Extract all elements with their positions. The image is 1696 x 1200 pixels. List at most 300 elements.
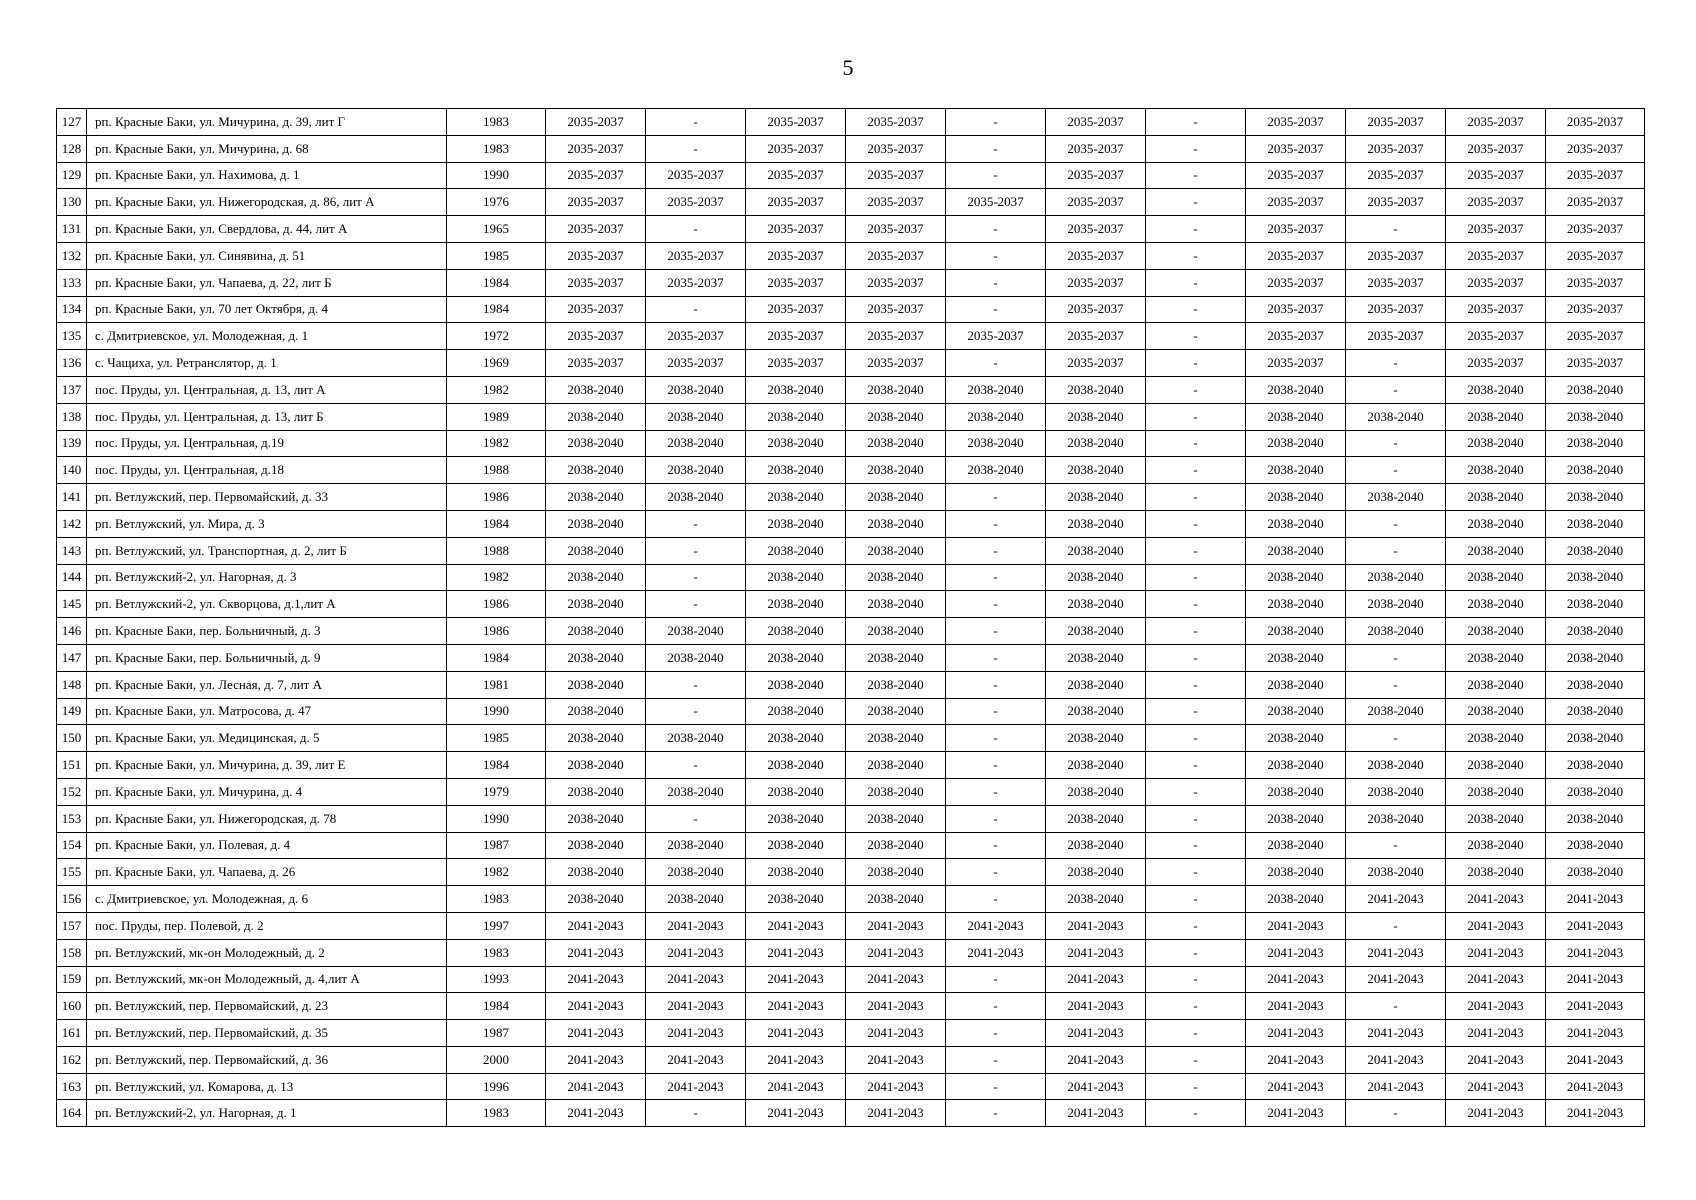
cell-col-10: - [1146, 618, 1246, 645]
cell-col-14: 2038-2040 [1546, 376, 1645, 403]
cell-col-8: - [946, 644, 1046, 671]
cell-col-6: 2038-2040 [746, 859, 846, 886]
cell-col-7: 2035-2037 [846, 242, 946, 269]
cell-col-9: 2038-2040 [1046, 886, 1146, 913]
cell-col-13: 2038-2040 [1446, 403, 1546, 430]
cell-col-6: 2038-2040 [746, 376, 846, 403]
table-row [57, 618, 1645, 645]
cell-col-4: 2041-2043 [546, 939, 646, 966]
cell-col-12: 2035-2037 [1346, 323, 1446, 350]
cell-col-8: - [946, 725, 1046, 752]
cell-col-11: 2038-2040 [1246, 430, 1346, 457]
cell-col-12: 2035-2037 [1346, 296, 1446, 323]
cell-col-10: - [1146, 510, 1246, 537]
cell-col-8: - [946, 269, 1046, 296]
cell-col-12: - [1346, 912, 1446, 939]
cell-build-year: 1984 [447, 644, 546, 671]
cell-col-5: - [646, 591, 746, 618]
cell-col-6: 2041-2043 [746, 1046, 846, 1073]
cell-address: рп. Ветлужский, ул. Мира, д. 3 [87, 510, 447, 537]
cell-col-9: 2038-2040 [1046, 644, 1146, 671]
cell-build-year: 1983 [447, 1100, 546, 1127]
table-row [57, 564, 1645, 591]
cell-col-14: 2038-2040 [1546, 698, 1645, 725]
cell-col-5: - [646, 805, 746, 832]
cell-col-7: 2035-2037 [846, 162, 946, 189]
cell-col-5: 2041-2043 [646, 1020, 746, 1047]
cell-address: рп. Ветлужский-2, ул. Нагорная, д. 1 [87, 1100, 447, 1127]
cell-col-6: 2038-2040 [746, 644, 846, 671]
cell-col-4: 2035-2037 [546, 109, 646, 136]
cell-col-10: - [1146, 886, 1246, 913]
cell-col-7: 2035-2037 [846, 189, 946, 216]
cell-col-14: 2038-2040 [1546, 537, 1645, 564]
cell-col-5: 2038-2040 [646, 403, 746, 430]
table-row [57, 671, 1645, 698]
cell-col-10: - [1146, 376, 1246, 403]
cell-row-number: 148 [57, 671, 87, 698]
cell-col-9: 2035-2037 [1046, 162, 1146, 189]
cell-col-9: 2038-2040 [1046, 671, 1146, 698]
cell-col-10: - [1146, 296, 1246, 323]
cell-col-13: 2038-2040 [1446, 752, 1546, 779]
cell-col-6: 2041-2043 [746, 966, 846, 993]
cell-col-7: 2038-2040 [846, 832, 946, 859]
table-row [57, 135, 1645, 162]
cell-col-9: 2035-2037 [1046, 269, 1146, 296]
cell-row-number: 153 [57, 805, 87, 832]
cell-col-11: 2038-2040 [1246, 778, 1346, 805]
cell-row-number: 136 [57, 350, 87, 377]
cell-col-13: 2038-2040 [1446, 618, 1546, 645]
cell-col-9: 2035-2037 [1046, 242, 1146, 269]
cell-col-7: 2035-2037 [846, 269, 946, 296]
cell-col-9: 2038-2040 [1046, 805, 1146, 832]
cell-col-5: 2041-2043 [646, 1046, 746, 1073]
cell-col-13: 2035-2037 [1446, 269, 1546, 296]
table-row [57, 1046, 1645, 1073]
cell-col-8: - [946, 1046, 1046, 1073]
cell-col-11: 2038-2040 [1246, 886, 1346, 913]
cell-address: с. Чащиха, ул. Ретранслятор, д. 1 [87, 350, 447, 377]
cell-col-7: 2041-2043 [846, 912, 946, 939]
cell-col-9: 2038-2040 [1046, 510, 1146, 537]
cell-col-12: 2038-2040 [1346, 591, 1446, 618]
cell-col-8: - [946, 109, 1046, 136]
cell-col-13: 2038-2040 [1446, 591, 1546, 618]
cell-col-11: 2035-2037 [1246, 162, 1346, 189]
cell-col-10: - [1146, 457, 1246, 484]
cell-col-14: 2038-2040 [1546, 591, 1645, 618]
cell-col-7: 2041-2043 [846, 1020, 946, 1047]
cell-col-11: 2041-2043 [1246, 966, 1346, 993]
cell-build-year: 1969 [447, 350, 546, 377]
cell-address: рп. Ветлужский, пер. Первомайский, д. 36 [87, 1046, 447, 1073]
cell-col-13: 2035-2037 [1446, 189, 1546, 216]
cell-col-11: 2038-2040 [1246, 403, 1346, 430]
cell-col-6: 2038-2040 [746, 403, 846, 430]
cell-row-number: 162 [57, 1046, 87, 1073]
cell-row-number: 160 [57, 993, 87, 1020]
cell-col-8: 2041-2043 [946, 912, 1046, 939]
cell-col-11: 2041-2043 [1246, 1073, 1346, 1100]
cell-col-4: 2038-2040 [546, 376, 646, 403]
cell-col-14: 2041-2043 [1546, 1020, 1645, 1047]
cell-build-year: 1982 [447, 859, 546, 886]
cell-address: рп. Красные Баки, ул. Чапаева, д. 26 [87, 859, 447, 886]
cell-col-14: 2038-2040 [1546, 484, 1645, 511]
cell-build-year: 2000 [447, 1046, 546, 1073]
cell-col-9: 2041-2043 [1046, 993, 1146, 1020]
cell-col-13: 2041-2043 [1446, 912, 1546, 939]
cell-build-year: 1986 [447, 591, 546, 618]
cell-col-4: 2041-2043 [546, 966, 646, 993]
cell-col-14: 2035-2037 [1546, 323, 1645, 350]
cell-col-10: - [1146, 591, 1246, 618]
cell-col-14: 2038-2040 [1546, 725, 1645, 752]
cell-build-year: 1972 [447, 323, 546, 350]
cell-address: рп. Красные Баки, ул. Нахимова, д. 1 [87, 162, 447, 189]
cell-address: рп. Красные Баки, ул. Матросова, д. 47 [87, 698, 447, 725]
cell-address: рп. Красные Баки, ул. Чапаева, д. 22, лит Б [87, 269, 447, 296]
cell-col-12: 2038-2040 [1346, 859, 1446, 886]
cell-col-12: - [1346, 1100, 1446, 1127]
cell-build-year: 1986 [447, 484, 546, 511]
cell-col-7: 2038-2040 [846, 403, 946, 430]
cell-col-10: - [1146, 269, 1246, 296]
cell-col-13: 2038-2040 [1446, 778, 1546, 805]
cell-col-7: 2038-2040 [846, 886, 946, 913]
cell-col-10: - [1146, 403, 1246, 430]
cell-col-7: 2035-2037 [846, 135, 946, 162]
cell-build-year: 1989 [447, 403, 546, 430]
cell-col-12: - [1346, 832, 1446, 859]
cell-col-9: 2038-2040 [1046, 752, 1146, 779]
cell-col-11: 2038-2040 [1246, 644, 1346, 671]
cell-col-14: 2038-2040 [1546, 671, 1645, 698]
cell-address: рп. Красные Баки, ул. Мичурина, д. 68 [87, 135, 447, 162]
cell-col-8: - [946, 162, 1046, 189]
cell-row-number: 143 [57, 537, 87, 564]
cell-col-14: 2035-2037 [1546, 296, 1645, 323]
cell-col-12: - [1346, 671, 1446, 698]
cell-col-13: 2041-2043 [1446, 966, 1546, 993]
cell-col-12: 2041-2043 [1346, 1073, 1446, 1100]
cell-col-7: 2041-2043 [846, 993, 946, 1020]
cell-build-year: 1990 [447, 805, 546, 832]
cell-col-7: 2041-2043 [846, 939, 946, 966]
cell-col-4: 2038-2040 [546, 457, 646, 484]
cell-col-12: 2038-2040 [1346, 752, 1446, 779]
table-row [57, 805, 1645, 832]
cell-col-13: 2035-2037 [1446, 323, 1546, 350]
cell-col-5: - [646, 1100, 746, 1127]
cell-col-4: 2038-2040 [546, 752, 646, 779]
cell-build-year: 1979 [447, 778, 546, 805]
cell-col-7: 2038-2040 [846, 778, 946, 805]
page-number: 5 [842, 55, 854, 80]
cell-col-7: 2035-2037 [846, 216, 946, 243]
cell-col-9: 2041-2043 [1046, 1046, 1146, 1073]
cell-col-10: - [1146, 752, 1246, 779]
cell-col-6: 2038-2040 [746, 591, 846, 618]
cell-col-6: 2038-2040 [746, 752, 846, 779]
cell-col-4: 2035-2037 [546, 269, 646, 296]
cell-col-10: - [1146, 832, 1246, 859]
cell-col-5: - [646, 135, 746, 162]
cell-col-4: 2035-2037 [546, 135, 646, 162]
cell-col-12: 2038-2040 [1346, 618, 1446, 645]
cell-col-13: 2035-2037 [1446, 135, 1546, 162]
cell-address: рп. Красные Баки, ул. Мичурина, д. 39, лит Е [87, 752, 447, 779]
cell-col-11: 2038-2040 [1246, 832, 1346, 859]
cell-col-9: 2041-2043 [1046, 939, 1146, 966]
cell-col-8: - [946, 618, 1046, 645]
cell-col-7: 2038-2040 [846, 752, 946, 779]
cell-col-9: 2041-2043 [1046, 912, 1146, 939]
cell-col-7: 2038-2040 [846, 564, 946, 591]
cell-col-7: 2035-2037 [846, 109, 946, 136]
cell-col-14: 2038-2040 [1546, 644, 1645, 671]
cell-build-year: 1986 [447, 618, 546, 645]
table-row [57, 1073, 1645, 1100]
cell-address: рп. Красные Баки, пер. Больничный, д. 3 [87, 618, 447, 645]
cell-build-year: 1987 [447, 1020, 546, 1047]
cell-col-14: 2041-2043 [1546, 966, 1645, 993]
cell-col-13: 2038-2040 [1446, 671, 1546, 698]
cell-col-8: - [946, 966, 1046, 993]
cell-col-6: 2038-2040 [746, 618, 846, 645]
cell-build-year: 1984 [447, 510, 546, 537]
cell-col-6: 2035-2037 [746, 269, 846, 296]
cell-col-12: 2041-2043 [1346, 939, 1446, 966]
cell-col-13: 2038-2040 [1446, 484, 1546, 511]
cell-row-number: 139 [57, 430, 87, 457]
cell-col-10: - [1146, 1073, 1246, 1100]
cell-row-number: 164 [57, 1100, 87, 1127]
cell-col-4: 2038-2040 [546, 618, 646, 645]
cell-row-number: 163 [57, 1073, 87, 1100]
cell-address: рп. Ветлужский, мк-он Молодежный, д. 4,лит А [87, 966, 447, 993]
cell-col-8: - [946, 216, 1046, 243]
cell-col-10: - [1146, 537, 1246, 564]
cell-col-4: 2038-2040 [546, 725, 646, 752]
table-row [57, 1020, 1645, 1047]
cell-col-4: 2038-2040 [546, 403, 646, 430]
table-row [57, 510, 1645, 537]
cell-col-11: 2038-2040 [1246, 457, 1346, 484]
cell-col-13: 2041-2043 [1446, 939, 1546, 966]
cell-row-number: 142 [57, 510, 87, 537]
cell-address: с. Дмитриевское, ул. Молодежная, д. 1 [87, 323, 447, 350]
cell-col-4: 2038-2040 [546, 484, 646, 511]
cell-build-year: 1984 [447, 269, 546, 296]
cell-col-13: 2041-2043 [1446, 1020, 1546, 1047]
cell-address: рп. Красные Баки, ул. Лесная, д. 7, лит А [87, 671, 447, 698]
cell-col-13: 2035-2037 [1446, 350, 1546, 377]
cell-col-4: 2038-2040 [546, 591, 646, 618]
cell-col-11: 2035-2037 [1246, 350, 1346, 377]
cell-build-year: 1988 [447, 457, 546, 484]
cell-col-7: 2038-2040 [846, 725, 946, 752]
cell-col-6: 2038-2040 [746, 457, 846, 484]
cell-row-number: 155 [57, 859, 87, 886]
cell-col-8: 2035-2037 [946, 189, 1046, 216]
cell-col-10: - [1146, 1020, 1246, 1047]
cell-col-10: - [1146, 216, 1246, 243]
cell-address: рп. Красные Баки, ул. Свердлова, д. 44, лит А [87, 216, 447, 243]
cell-address: рп. Красные Баки, ул. Синявина, д. 51 [87, 242, 447, 269]
cell-col-5: 2035-2037 [646, 269, 746, 296]
cell-row-number: 134 [57, 296, 87, 323]
cell-col-10: - [1146, 323, 1246, 350]
table-row [57, 242, 1645, 269]
cell-col-7: 2038-2040 [846, 644, 946, 671]
cell-col-9: 2038-2040 [1046, 430, 1146, 457]
cell-build-year: 1983 [447, 886, 546, 913]
cell-col-5: 2038-2040 [646, 778, 746, 805]
cell-col-12: 2035-2037 [1346, 242, 1446, 269]
table-row [57, 350, 1645, 377]
cell-col-14: 2041-2043 [1546, 993, 1645, 1020]
cell-col-9: 2041-2043 [1046, 1073, 1146, 1100]
cell-col-13: 2035-2037 [1446, 109, 1546, 136]
cell-col-8: - [946, 350, 1046, 377]
cell-build-year: 1965 [447, 216, 546, 243]
cell-col-5: - [646, 564, 746, 591]
cell-col-7: 2038-2040 [846, 484, 946, 511]
cell-row-number: 152 [57, 778, 87, 805]
cell-col-9: 2038-2040 [1046, 859, 1146, 886]
cell-col-11: 2041-2043 [1246, 939, 1346, 966]
cell-col-8: - [946, 484, 1046, 511]
cell-col-11: 2035-2037 [1246, 269, 1346, 296]
cell-col-12: 2038-2040 [1346, 564, 1446, 591]
cell-col-6: 2035-2037 [746, 109, 846, 136]
cell-col-8: 2035-2037 [946, 323, 1046, 350]
cell-col-13: 2041-2043 [1446, 1046, 1546, 1073]
cell-col-11: 2041-2043 [1246, 993, 1346, 1020]
cell-col-13: 2038-2040 [1446, 725, 1546, 752]
table-row [57, 725, 1645, 752]
cell-col-7: 2038-2040 [846, 618, 946, 645]
cell-col-5: - [646, 698, 746, 725]
cell-col-8: - [946, 805, 1046, 832]
cell-col-5: 2038-2040 [646, 644, 746, 671]
cell-build-year: 1988 [447, 537, 546, 564]
cell-col-6: 2038-2040 [746, 832, 846, 859]
cell-col-6: 2038-2040 [746, 778, 846, 805]
cell-col-6: 2035-2037 [746, 135, 846, 162]
cell-col-7: 2038-2040 [846, 805, 946, 832]
cell-col-9: 2038-2040 [1046, 376, 1146, 403]
table-body [57, 109, 1645, 1127]
cell-col-13: 2038-2040 [1446, 805, 1546, 832]
cell-col-4: 2035-2037 [546, 323, 646, 350]
cell-col-4: 2038-2040 [546, 698, 646, 725]
cell-col-11: 2038-2040 [1246, 510, 1346, 537]
cell-col-6: 2038-2040 [746, 671, 846, 698]
cell-col-10: - [1146, 1046, 1246, 1073]
cell-col-14: 2038-2040 [1546, 805, 1645, 832]
cell-col-8: - [946, 296, 1046, 323]
table-row [57, 966, 1645, 993]
cell-row-number: 157 [57, 912, 87, 939]
cell-col-14: 2038-2040 [1546, 564, 1645, 591]
cell-col-11: 2038-2040 [1246, 698, 1346, 725]
cell-col-8: - [946, 671, 1046, 698]
cell-col-10: - [1146, 671, 1246, 698]
cell-col-8: - [946, 698, 1046, 725]
cell-col-7: 2041-2043 [846, 1100, 946, 1127]
cell-col-12: 2038-2040 [1346, 698, 1446, 725]
cell-col-5: 2038-2040 [646, 725, 746, 752]
cell-col-6: 2035-2037 [746, 323, 846, 350]
cell-col-8: - [946, 1100, 1046, 1127]
cell-col-13: 2038-2040 [1446, 859, 1546, 886]
cell-row-number: 145 [57, 591, 87, 618]
cell-col-14: 2038-2040 [1546, 832, 1645, 859]
cell-address: рп. Ветлужский, пер. Первомайский, д. 35 [87, 1020, 447, 1047]
cell-col-4: 2038-2040 [546, 564, 646, 591]
cell-col-14: 2041-2043 [1546, 1073, 1645, 1100]
cell-col-5: 2035-2037 [646, 323, 746, 350]
cell-col-12: 2035-2037 [1346, 189, 1446, 216]
cell-address: пос. Пруды, ул. Центральная, д. 13, лит Б [87, 403, 447, 430]
cell-col-10: - [1146, 162, 1246, 189]
cell-row-number: 149 [57, 698, 87, 725]
cell-col-14: 2038-2040 [1546, 430, 1645, 457]
cell-col-12: - [1346, 537, 1446, 564]
cell-col-8: - [946, 242, 1046, 269]
cell-col-7: 2038-2040 [846, 698, 946, 725]
cell-col-10: - [1146, 966, 1246, 993]
cell-col-5: - [646, 671, 746, 698]
cell-col-5: - [646, 296, 746, 323]
cell-col-14: 2038-2040 [1546, 752, 1645, 779]
cell-col-7: 2035-2037 [846, 350, 946, 377]
cell-col-5: 2041-2043 [646, 912, 746, 939]
cell-col-13: 2038-2040 [1446, 537, 1546, 564]
cell-col-8: - [946, 859, 1046, 886]
table-row [57, 752, 1645, 779]
cell-col-12: 2038-2040 [1346, 403, 1446, 430]
cell-build-year: 1983 [447, 109, 546, 136]
cell-col-8: - [946, 832, 1046, 859]
cell-col-5: 2041-2043 [646, 939, 746, 966]
cell-col-12: 2041-2043 [1346, 966, 1446, 993]
cell-col-14: 2041-2043 [1546, 886, 1645, 913]
table-row [57, 939, 1645, 966]
cell-row-number: 131 [57, 216, 87, 243]
cell-col-4: 2038-2040 [546, 805, 646, 832]
cell-col-5: 2038-2040 [646, 484, 746, 511]
cell-col-9: 2041-2043 [1046, 966, 1146, 993]
cell-col-5: - [646, 216, 746, 243]
cell-col-9: 2038-2040 [1046, 778, 1146, 805]
cell-col-14: 2038-2040 [1546, 510, 1645, 537]
cell-col-13: 2038-2040 [1446, 564, 1546, 591]
cell-col-10: - [1146, 993, 1246, 1020]
cell-col-12: 2038-2040 [1346, 484, 1446, 511]
cell-col-14: 2038-2040 [1546, 403, 1645, 430]
cell-col-4: 2041-2043 [546, 1100, 646, 1127]
cell-col-8: 2038-2040 [946, 403, 1046, 430]
cell-col-8: - [946, 135, 1046, 162]
cell-col-5: 2038-2040 [646, 859, 746, 886]
cell-col-9: 2038-2040 [1046, 564, 1146, 591]
cell-col-10: - [1146, 725, 1246, 752]
